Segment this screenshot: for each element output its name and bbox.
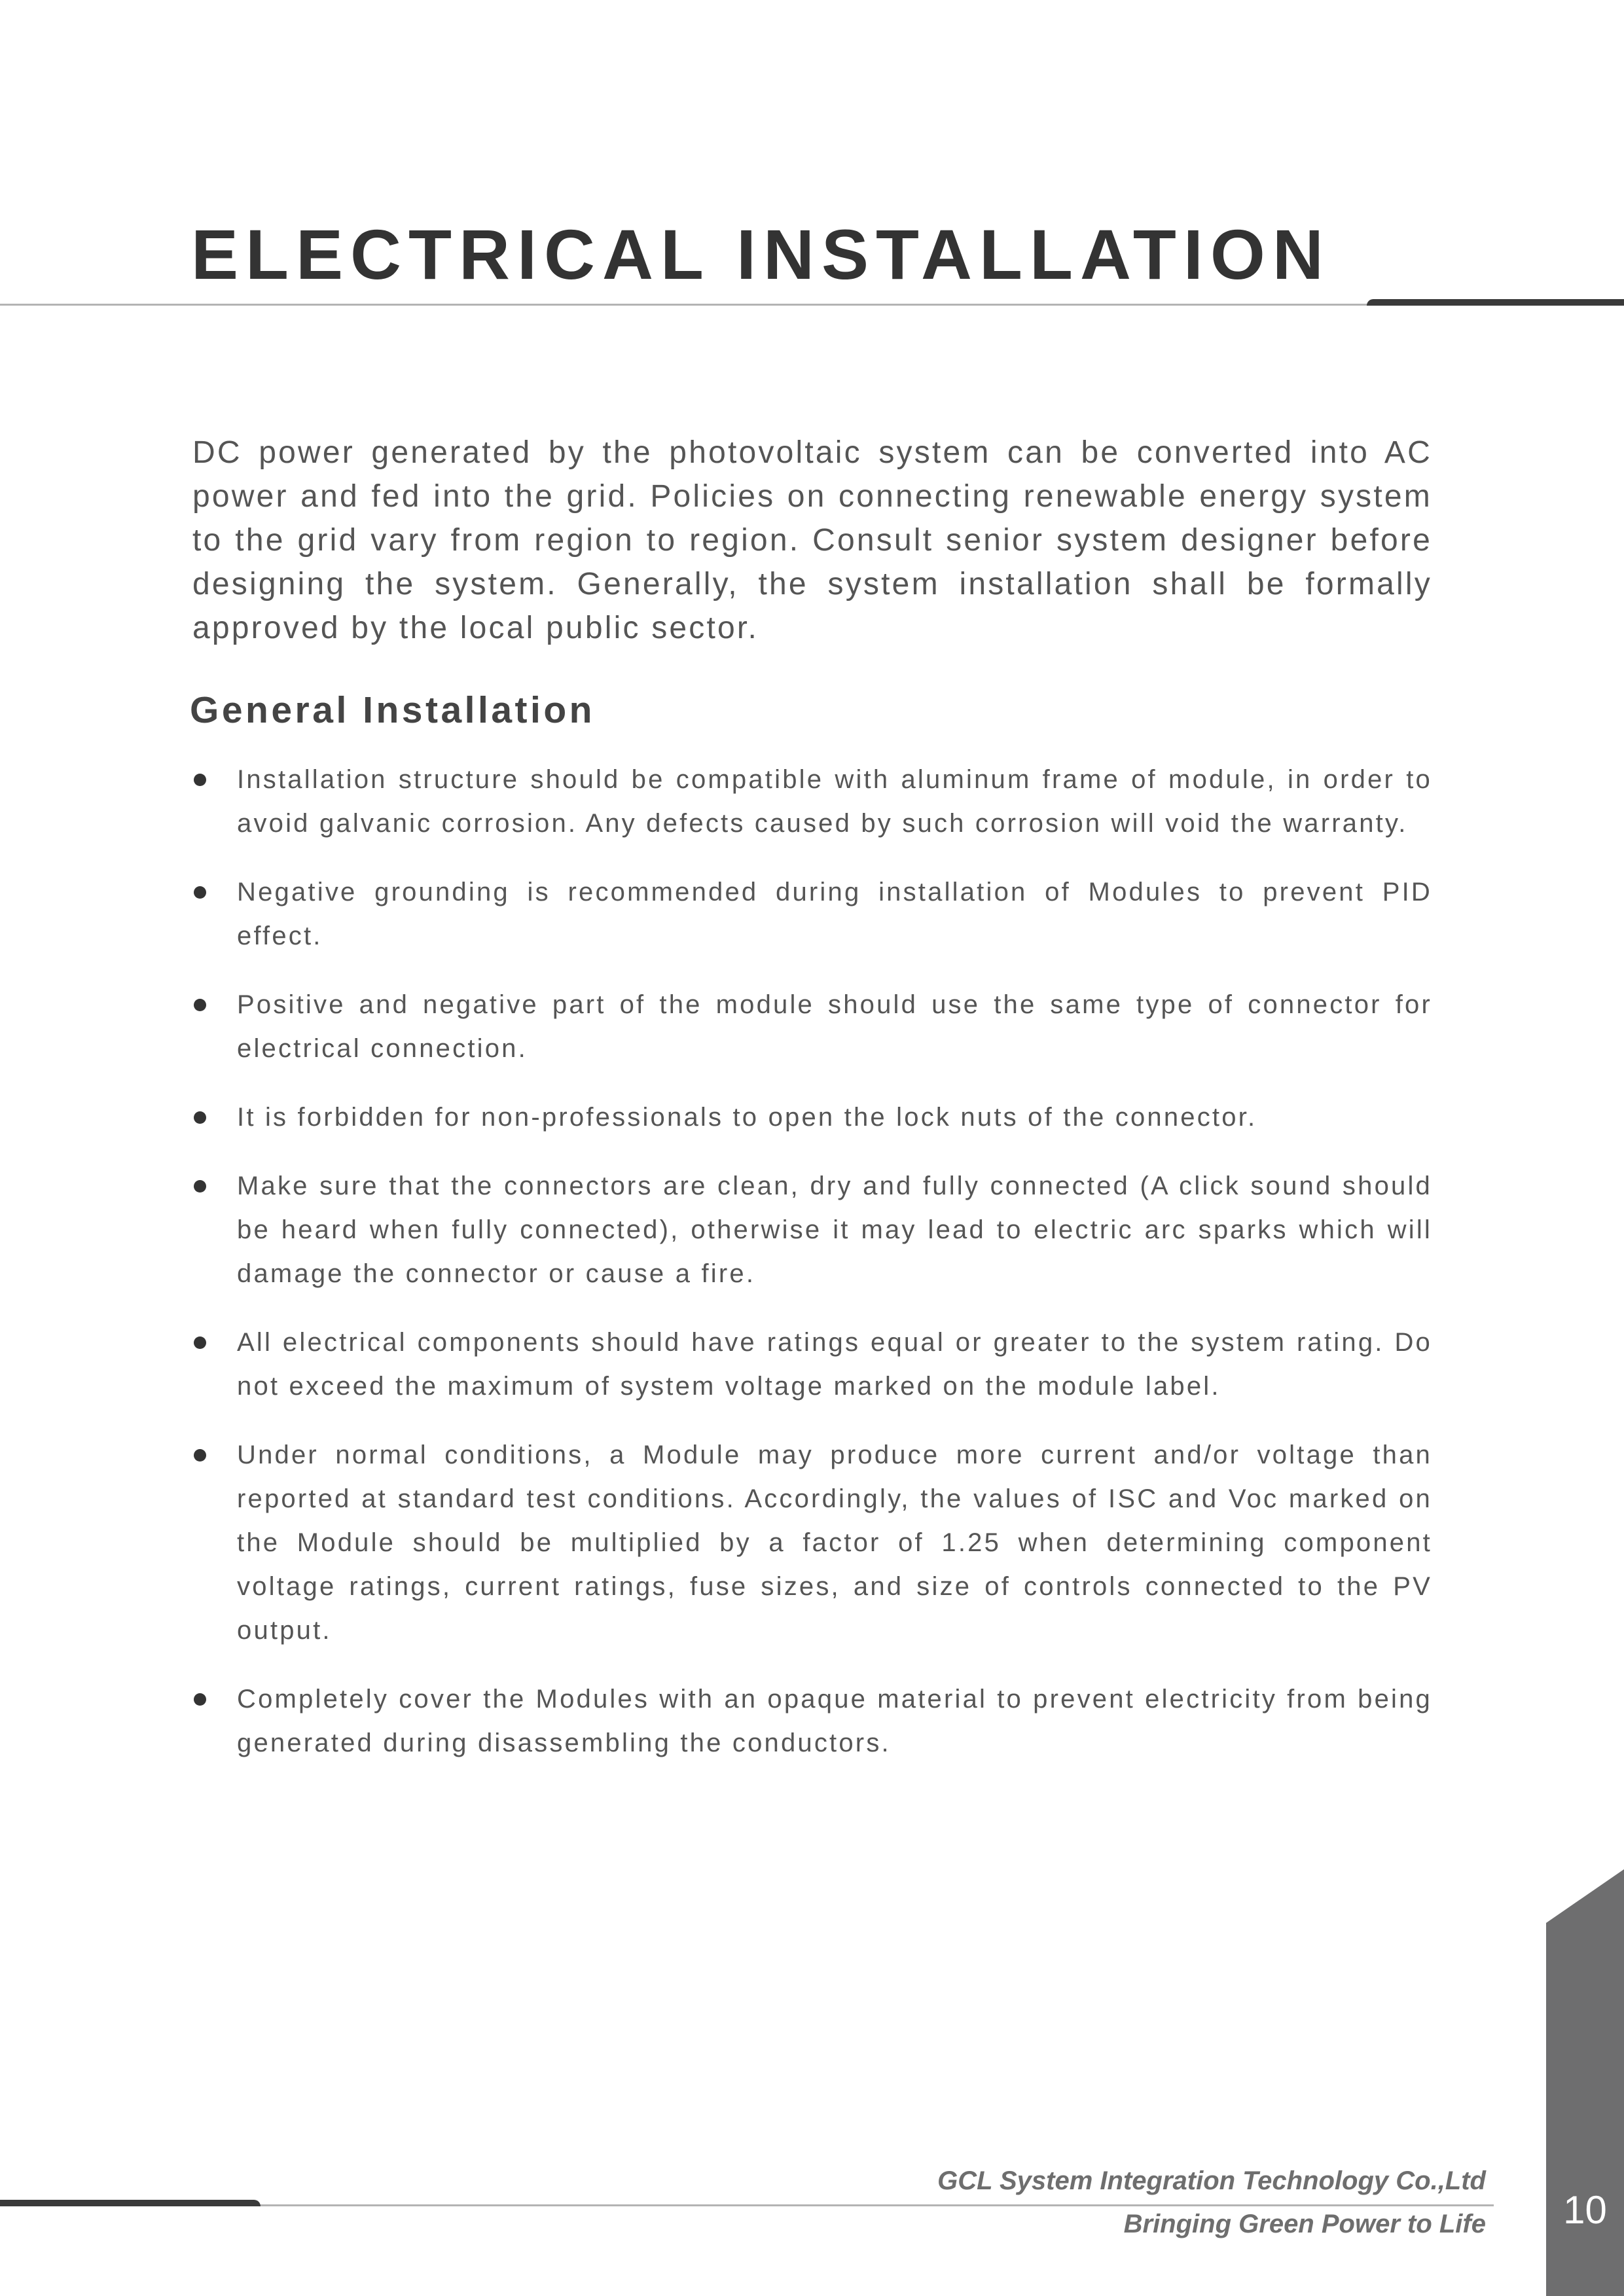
page-number: 10 [1563, 2188, 1607, 2232]
footer-slogan: Bringing Green Power to Life [1123, 2210, 1486, 2238]
list-item [192, 1433, 1432, 1653]
bullet-icon [194, 886, 206, 899]
list-item [192, 758, 1432, 846]
list-item [192, 1164, 1432, 1296]
section-heading-general-installation: General Installation [190, 689, 595, 731]
list-item-text: Positive and negative part of the module should use the same type of connector for electrical connection. [237, 990, 1432, 1063]
footer-company-name: GCL System Integration Technology Co.,Ltd [937, 2166, 1486, 2195]
list-item [192, 1321, 1432, 1408]
list-item-text: All electrical components should have ratings equal or greater to the system rating. Do not exceed the maximum of system voltage marked on the module label. [237, 1328, 1432, 1401]
bullet-icon [194, 999, 206, 1011]
list-item [192, 1677, 1432, 1765]
header-divider-accent [1367, 299, 1624, 306]
bullet-icon [194, 774, 206, 786]
bullet-icon [194, 1180, 206, 1193]
bullet-icon [194, 1449, 206, 1462]
intro-paragraph: DC power generated by the photovoltaic system can be converted into AC power and fed into the grid. Policies on connecting renewable energy system to the grid vary from region to region. Consult senior system designer before designing the system. Generally, the system installation shall be formally approved by the local public sector. [192, 435, 1432, 645]
list-item-text: It is forbidden for non-professionals to open the lock nuts of the connector. [237, 1103, 1257, 1132]
bullet-icon [194, 1693, 206, 1706]
bullet-icon [194, 1336, 206, 1349]
list-item-text: Under normal conditions, a Module may produce more current and/or voltage than reported at standard test conditions. Accordingly, the values of ISC and Voc marked on the Module should be multiplied by a factor of 1.25 when determining component voltage ratings, current ratings, fuse sizes, and size of controls connected to the PV output. [237, 1441, 1432, 1645]
list-item-text: Negative grounding is recommended during installation of Modules to prevent PID effect. [237, 878, 1432, 950]
page-title: ELECTRICAL INSTALLATION [191, 215, 1331, 294]
list-item [192, 983, 1432, 1071]
list-item-text: Completely cover the Modules with an opaque material to prevent electricity from being generated during disassembling the conductors. [237, 1685, 1432, 1757]
general-installation-list [192, 758, 1432, 1790]
list-item [192, 1096, 1432, 1139]
footer-divider-accent [0, 2200, 261, 2206]
bullet-icon [194, 1111, 206, 1124]
list-item-text: Make sure that the connectors are clean, dry and fully connected (A click sound should be heard when fully connected), otherwise it may lead to electric arc sparks which will damage the connector or cause a fire. [237, 1172, 1432, 1288]
list-item [192, 870, 1432, 958]
list-item-text: Installation structure should be compatible with aluminum frame of module, in order to avoid galvanic corrosion. Any defects caused by such corrosion will void the warranty. [237, 765, 1432, 838]
